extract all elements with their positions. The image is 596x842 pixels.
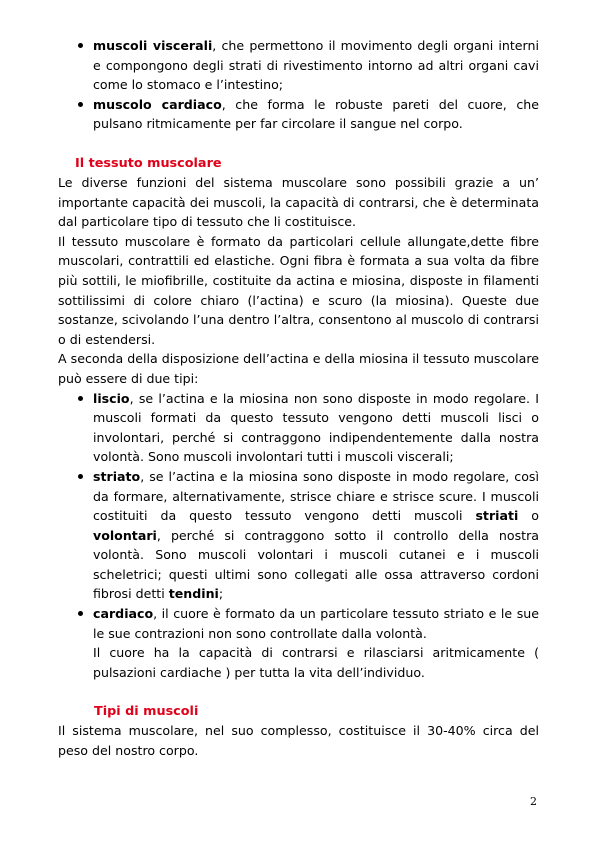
bullet-icon [78,396,83,401]
term-bold: striato [93,468,141,484]
list-item-text: , se l’actina e la miosina non sono disposte in modo regolare. I muscoli formati da questo tessuto vengono detti muscoli lisci o involontari, perché si contraggono indipendentemente dalla nostra volontà. Sono muscoli involontari tutti i muscoli viscerali; [93,390,539,465]
term-bold: muscoli viscerali [93,38,213,53]
term-bold: liscio [93,390,130,406]
list-item-text: , che permettono il movimento degli organi interni e compongono degli strati di rivestimento intorno ad altri organi cavi come lo stomaco e l’intestino; [93,38,539,93]
list-item-text: , il cuore è formato da un particolare tessuto striato e le sue le sue contrazioni non sono controllate dalla volontà. [93,606,539,641]
term-bold: striati [475,508,519,524]
bullet-icon [78,474,83,479]
list-item-cardiaco [58,604,539,682]
bullet-icon [78,611,83,616]
list-item-muscolo-cardiaco [58,95,539,134]
bullet-icon [78,43,83,48]
term-bold: volontari [93,527,157,543]
top-bullet-list [58,36,539,134]
paragraph: Il tessuto muscolare è formato da particolari cellule allungate,dette fibre muscolari, contrattili ed elastiche. Ogni fibra è formata a sua volta da fibre più sottili, le miofibrille, costituite da actina e miosina, disposte in filamenti sottilissimi di colore chiaro (l’actina) e scuro (la miosina). Queste due sostanze, scivolando l’una dentro l’altra, consentono al muscolo di contrarsi o di estendersi. [58,233,539,347]
term-bold: cardiaco [93,606,154,622]
bullet-icon [78,102,83,107]
page-number: 2 [530,795,537,808]
section-heading-tessuto-muscolare: Il tessuto muscolare [75,156,222,171]
list-item-liscio [58,389,539,467]
list-item-text: , che forma le robuste pareti del cuore, che pulsano ritmicamente per far circolare il sangue nel corpo. [93,96,539,132]
term-bold: muscolo cardiaco [93,96,222,112]
section-body-tipi [58,721,539,760]
paragraph: A seconda della disposizione dell’actina e della miosina il tessuto muscolare può essere di due tipi: [58,351,539,386]
paragraph: Le diverse funzioni del sistema muscolare sono possibili grazie a un’ importante capacità dei muscoli, la capacità di contrarsi, che è determinata dal particolare tipo di tessuto che li costituisce. [58,175,539,230]
paragraph: Il sistema muscolare, nel suo complesso, costituisce il 30-40% circa del peso del nostro corpo. [58,723,539,758]
list-item-striato [58,467,539,604]
list-item-text: , perché si contraggono sotto il controllo della nostra volontà. Sono muscoli volontari i muscoli cutanei e i muscoli scheletrici; questi ultimi sono collegati alle ossa attraverso cordoni fibrosi detti [93,527,539,602]
list-item-muscoli-viscerali [58,36,539,95]
paragraph: Il cuore ha la capacità di contrarsi e rilasciarsi aritmicamente ( pulsazioni cardiache ) per tutta la vita dell’individuo. [93,645,539,680]
list-item-text: o [518,508,539,524]
section-body-tessuto [58,173,539,682]
list-item-text: ; [218,586,224,602]
term-bold: tendini [168,586,219,602]
list-item-text: , se l’actina e la miosina sono disposte in modo regolare, così da formare, alternativamente, strisce chiare e strisce scure. I muscoli costituiti da questo tessuto vengono detti muscoli [93,468,539,524]
section-heading-tipi-di-muscoli: Tipi di muscoli [94,704,199,719]
